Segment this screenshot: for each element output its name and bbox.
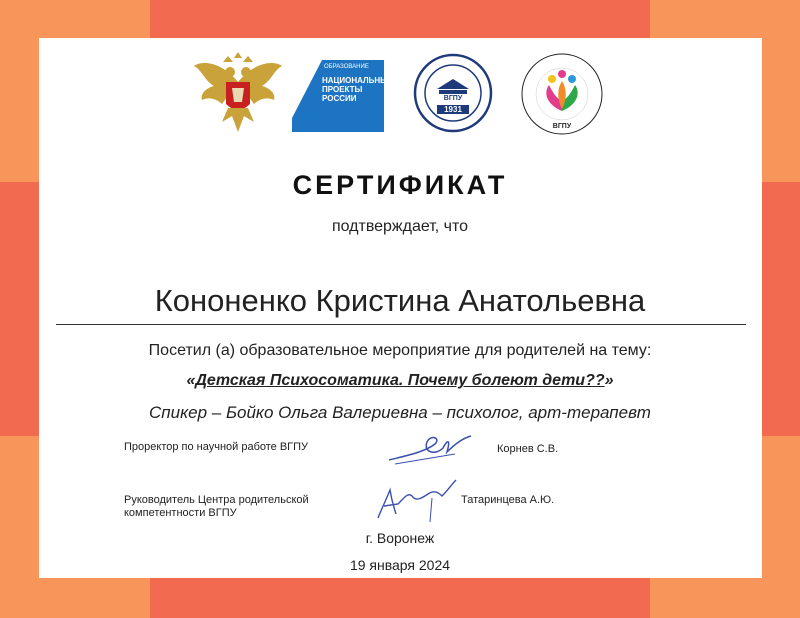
vgpu-year: 1931 <box>444 105 462 114</box>
vgpu-seal <box>413 53 493 133</box>
topic-close-quote: » <box>604 372 614 389</box>
np-line: РОССИИ <box>322 94 357 103</box>
speaker-line: Спикер – Бойко Ольга Валериевна – психолог, арт-терапевт <box>149 403 651 422</box>
parental-center-logo <box>517 49 607 139</box>
ministry-emblem-icon <box>192 52 284 136</box>
signatory-role: Проректор по научной работе ВГПУ <box>124 441 309 453</box>
signatory-name: Татаринцева А.Ю. <box>461 494 555 506</box>
name-underline <box>56 324 746 325</box>
crk-bottom-label: ВГПУ <box>552 123 572 130</box>
signatory-role: Руководитель Центра родительской компетентности ВГПУ <box>124 494 309 519</box>
topic-text: Детская Психосоматика. Почему болеют дети?? <box>195 372 605 389</box>
event-topic <box>0 372 800 390</box>
topic-open-quote: « <box>186 372 196 389</box>
certificate-title: СЕРТИФИКАТ <box>292 170 508 200</box>
signatory-name: Корнев С.В. <box>497 443 559 455</box>
national-projects-logo <box>292 58 394 132</box>
np-line: НАЦИОНАЛЬНЫЕ <box>322 76 394 85</box>
signature-tatarintseva <box>372 478 462 524</box>
attended-text: Посетил (а) образовательное мероприятие для родителей на тему: <box>148 342 652 359</box>
date-text: 19 января 2024 <box>349 557 451 573</box>
city-text: г. Воронеж <box>365 530 435 546</box>
np-line: ПРОЕКТЫ <box>322 85 363 94</box>
np-small-label: ОБРАЗОВАНИЕ <box>324 64 369 70</box>
confirms-text: подтверждает, что <box>331 218 469 235</box>
recipient-name: Кононенко Кристина Анатольевна <box>154 283 646 318</box>
vgpu-abbr: ВГПУ <box>443 95 463 102</box>
signature-kornev <box>385 430 475 466</box>
